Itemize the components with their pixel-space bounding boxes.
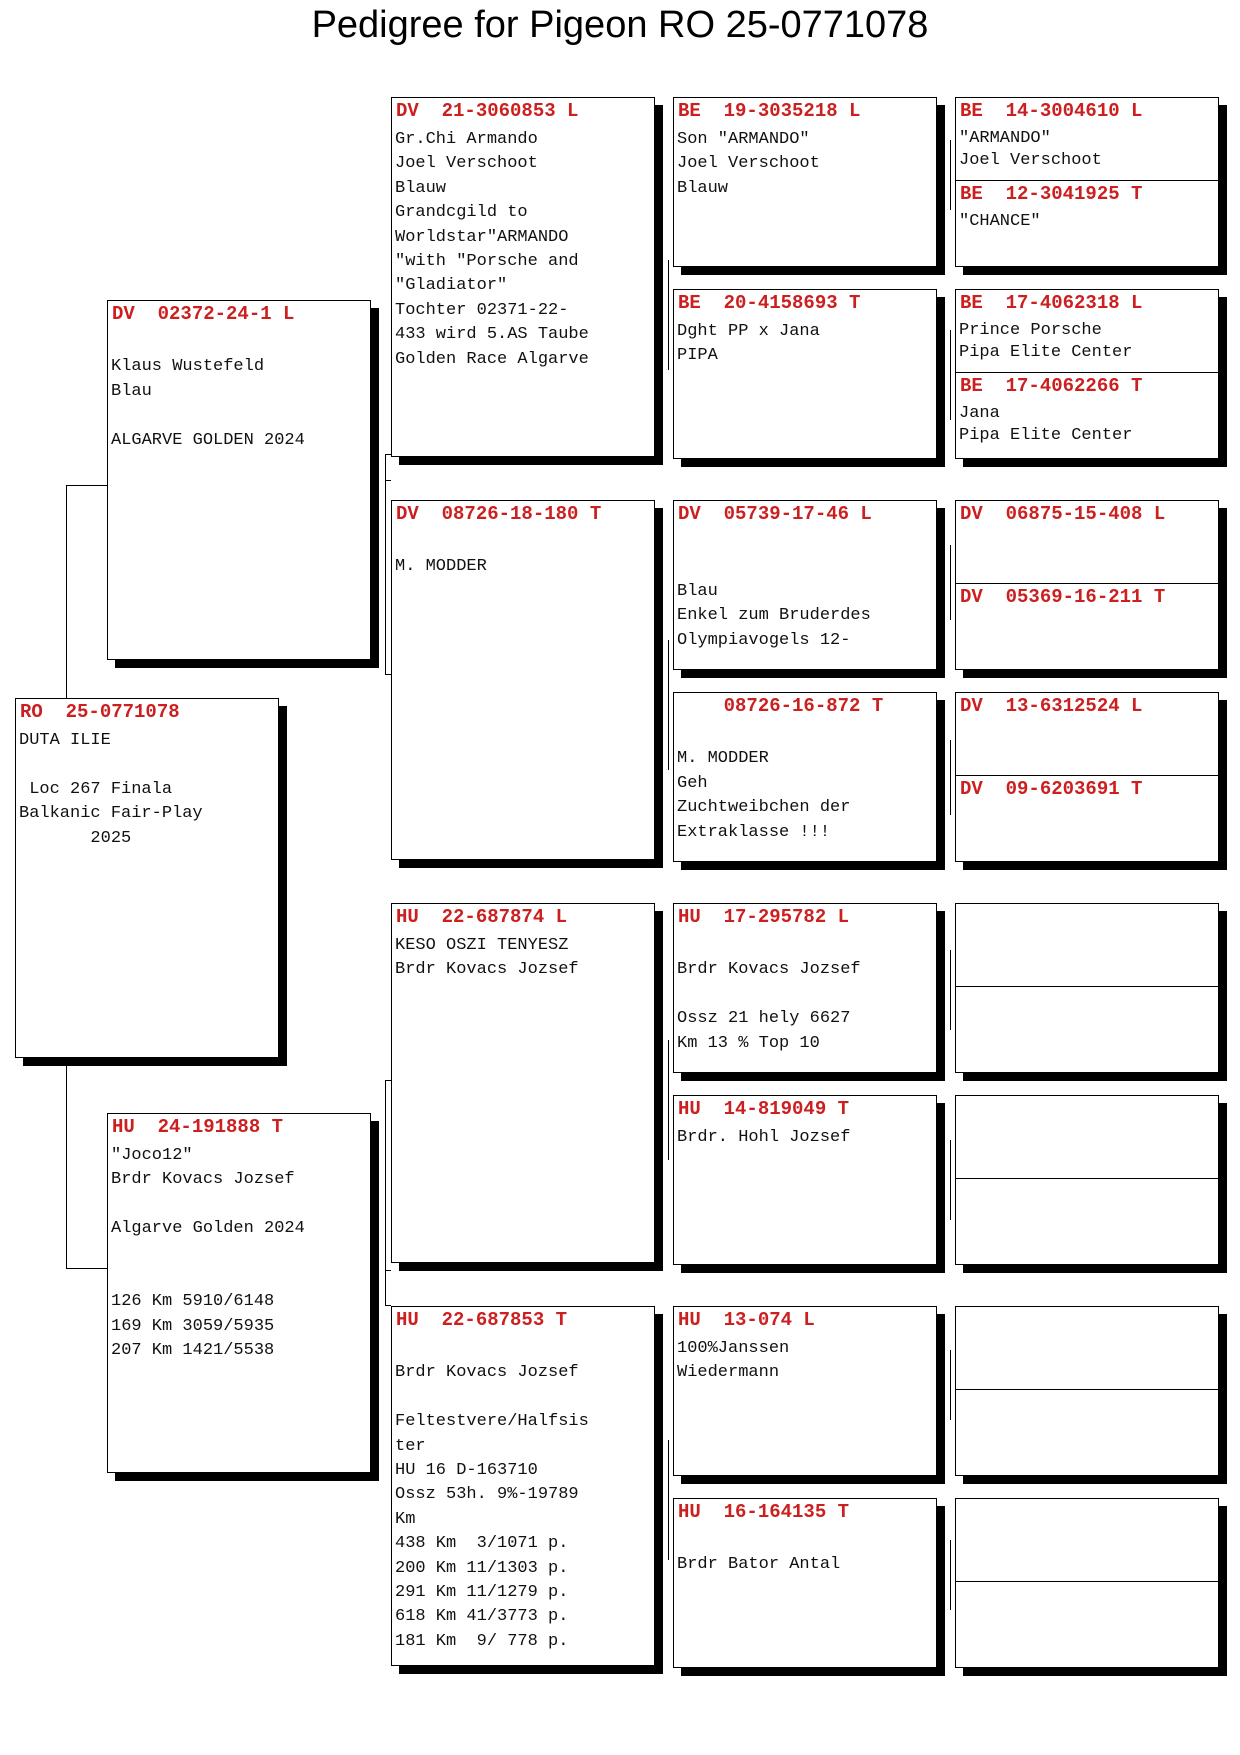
ring-number: DV 09-6203691 T: [960, 778, 1143, 800]
ring-number: HU 22-687853 T: [396, 1309, 568, 1331]
pigeon-card-gen4: [955, 1389, 1219, 1476]
info-line: Blau: [677, 581, 718, 601]
pigeon-card-gen4: [955, 903, 1219, 987]
pigeon-card-gen4: [955, 692, 1219, 776]
pigeon-card-gen3: [673, 500, 937, 670]
ring-number: DV 13-6312524 L: [960, 695, 1143, 717]
pigeon-card-gen3: [673, 692, 937, 862]
pigeon-info: [19, 729, 276, 851]
ring-number: HU 16-164135 T: [678, 1501, 850, 1523]
info-line: HU 16 D-163710: [395, 1461, 538, 1481]
ring-number: DV 02372-24-1 L: [112, 303, 295, 325]
ring-number: DV 05369-16-211 T: [960, 586, 1166, 608]
info-line: "ARMANDO": [959, 129, 1051, 148]
info-line: Klaus Wustefeld: [111, 357, 265, 377]
info-line: Pipa Elite Center: [959, 343, 1133, 362]
info-line: Geh: [677, 773, 708, 793]
info-line: [677, 723, 934, 747]
info-line: [111, 1242, 368, 1266]
info-line: [111, 404, 368, 428]
info-line: DUTA ILIE: [19, 731, 111, 750]
info-line: Jana: [959, 404, 1000, 423]
pigeon-card-gen4: [955, 1306, 1219, 1390]
info-line: Km 13 % Top 10: [677, 1033, 820, 1053]
info-line: 169 Km 3059/5935: [111, 1316, 275, 1336]
info-line: "Joco12": [111, 1146, 193, 1165]
pigeon-info: [959, 128, 1216, 172]
info-line: [677, 555, 934, 579]
info-line: 433 wird 5.AS Taube: [395, 325, 589, 345]
info-line: 2025: [19, 828, 132, 848]
pigeon-card-subject: [15, 698, 279, 1058]
page-title: Pedigree for Pigeon RO 25-0771078: [311, 4, 929, 46]
info-line: "Gladiator": [395, 276, 508, 296]
pigeon-info: [395, 531, 652, 580]
pigeon-info: [395, 934, 652, 983]
pigeon-card-gen4: [955, 97, 1219, 181]
ring-number: BE 17-4062318 L: [960, 292, 1143, 314]
info-line: 438 Km 3/1071 p.: [395, 1534, 569, 1554]
info-line: PIPA: [677, 346, 718, 366]
pigeon-info: [677, 1337, 934, 1386]
info-line: Brdr Bator Antal: [677, 1555, 841, 1575]
info-line: Blauw: [677, 178, 729, 198]
info-line: Ossz 53h. 9%-19789: [395, 1485, 579, 1505]
info-line: Joel Verschoot: [677, 154, 820, 174]
info-line: M. MODDER: [395, 557, 487, 577]
ring-number: BE 12-3041925 T: [960, 183, 1143, 205]
ring-number: BE 14-3004610 L: [960, 100, 1143, 122]
info-line: 618 Km 41/3773 p.: [395, 1607, 569, 1627]
info-line: 100%Janssen: [677, 1339, 790, 1358]
ring-number: DV 08726-18-180 T: [396, 503, 602, 525]
info-line: ALGARVE GOLDEN 2024: [111, 430, 305, 450]
pigeon-card-gen4: [955, 1581, 1219, 1668]
pigeon-card-gen4: [955, 500, 1219, 584]
info-line: 291 Km 11/1279 p.: [395, 1583, 569, 1603]
info-line: [677, 531, 934, 555]
ring-number: 08726-16-872 T: [678, 695, 884, 717]
ring-number: BE 19-3035218 L: [678, 100, 861, 122]
info-line: [395, 1386, 652, 1410]
info-line: [111, 1193, 368, 1217]
pigeon-card-gen4: [955, 289, 1219, 373]
info-line: "with "Porsche and: [395, 252, 579, 272]
pigeon-info: [395, 1337, 652, 1654]
info-line: Grandcgild to: [395, 203, 528, 223]
pigeon-info: [959, 211, 1216, 233]
info-line: KESO OSZI TENYESZ: [395, 936, 569, 955]
ring-number: BE 17-4062266 T: [960, 375, 1143, 397]
info-line: Tochter 02371-22-: [395, 300, 569, 320]
info-line: [677, 1529, 934, 1553]
info-line: Worldstar"ARMANDO: [395, 227, 569, 247]
ring-number: HU 22-687874 L: [396, 906, 568, 928]
info-line: 126 Km 5910/6148: [111, 1292, 275, 1312]
info-line: Extraklasse !!!: [677, 822, 831, 842]
pigeon-info: [677, 128, 934, 201]
ring-number: HU 17-295782 L: [678, 906, 850, 928]
info-line: Balkanic Fair-Play: [19, 804, 203, 824]
pigeon-info: [959, 403, 1216, 447]
pigeon-card-gen3: [673, 903, 937, 1073]
info-line: [395, 1337, 652, 1361]
pigeon-card-gen4: [955, 775, 1219, 862]
info-line: [111, 331, 368, 355]
pigeon-info: [677, 1529, 934, 1578]
info-line: Gr.Chi Armando: [395, 130, 538, 149]
ring-number: HU 24-191888 T: [112, 1116, 284, 1138]
info-line: Golden Race Algarve: [395, 349, 589, 369]
info-line: Joel Verschoot: [395, 154, 538, 174]
ring-number: HU 14-819049 T: [678, 1098, 850, 1120]
info-line: ter: [395, 1436, 426, 1456]
ring-number: HU 13-074 L: [678, 1309, 815, 1331]
info-line: Brdr Kovacs Jozsef: [395, 960, 579, 980]
info-line: Loc 267 Finala: [19, 779, 173, 799]
info-line: Brdr. Hohl Jozsef: [677, 1128, 851, 1147]
pigeon-info: [677, 531, 934, 653]
info-line: Olympiavogels 12-: [677, 630, 851, 650]
pigeon-card-gen3: [673, 1498, 937, 1668]
pigeon-card-dam-sire: [391, 903, 655, 1263]
info-line: 181 Km 9/ 778 p.: [395, 1631, 569, 1651]
info-line: Brdr Kovacs Jozsef: [395, 1363, 579, 1383]
info-line: Wiedermann: [677, 1363, 780, 1383]
info-line: Joel Verschoot: [959, 151, 1102, 170]
pigeon-card-gen4: [955, 583, 1219, 670]
pigeon-info: [677, 723, 934, 845]
pigeon-card-gen4: [955, 1498, 1219, 1582]
pigeon-card-sire-dam: [391, 500, 655, 860]
info-line: Feltestvere/Halfsis: [395, 1412, 589, 1432]
info-line: Algarve Golden 2024: [111, 1219, 305, 1239]
pigeon-card-gen3: [673, 289, 937, 459]
info-line: Brdr Kovacs Jozsef: [677, 960, 861, 980]
pigeon-info: [111, 1144, 368, 1364]
ring-number: DV 05739-17-46 L: [678, 503, 872, 525]
ring-number: RO 25-0771078: [20, 701, 180, 723]
info-line: "CHANCE": [959, 212, 1041, 231]
info-line: [111, 1266, 368, 1290]
info-line: Zuchtweibchen der: [677, 798, 851, 818]
pigeon-card-gen3: [673, 1306, 937, 1476]
ring-number: BE 20-4158693 T: [678, 292, 861, 314]
ring-number: DV 06875-15-408 L: [960, 503, 1166, 525]
info-line: Pipa Elite Center: [959, 426, 1133, 445]
info-line: Dght PP x Jana: [677, 322, 820, 341]
info-line: Km: [395, 1509, 416, 1529]
info-line: Enkel zum Bruderdes: [677, 606, 871, 626]
pigeon-card-sire: [107, 300, 371, 660]
info-line: Blauw: [395, 178, 447, 198]
pigeon-card-gen4: [955, 986, 1219, 1073]
ring-number: DV 21-3060853 L: [396, 100, 579, 122]
pigeon-info: [677, 934, 934, 1056]
pigeon-info: [959, 320, 1216, 364]
pigeon-info: [111, 331, 368, 453]
pigeon-info: [395, 128, 652, 372]
info-line: 200 Km 11/1303 p.: [395, 1558, 569, 1578]
info-line: Brdr Kovacs Jozsef: [111, 1170, 295, 1190]
info-line: [677, 983, 934, 1007]
pigeon-card-dam-dam: [391, 1306, 655, 1666]
info-line: [395, 531, 652, 555]
info-line: Blau: [111, 381, 152, 401]
info-line: [677, 934, 934, 958]
pigeon-card-gen4: [955, 1178, 1219, 1265]
pigeon-card-gen3: [673, 97, 937, 267]
pigeon-card-gen4: [955, 372, 1219, 459]
info-line: 207 Km 1421/5538: [111, 1341, 275, 1361]
info-line: Son "ARMANDO": [677, 130, 810, 149]
pigeon-card-dam: [107, 1113, 371, 1473]
info-line: Prince Porsche: [959, 321, 1102, 340]
pigeon-info: [677, 320, 934, 369]
pigeon-info: [677, 1126, 934, 1150]
info-line: Ossz 21 hely 6627: [677, 1009, 851, 1029]
pigeon-card-sire-sire: [391, 97, 655, 457]
pigeon-card-gen3: [673, 1095, 937, 1265]
info-line: M. MODDER: [677, 749, 769, 769]
info-line: [19, 753, 276, 777]
pigeon-card-gen4: [955, 1095, 1219, 1179]
pigeon-card-gen4: [955, 180, 1219, 267]
